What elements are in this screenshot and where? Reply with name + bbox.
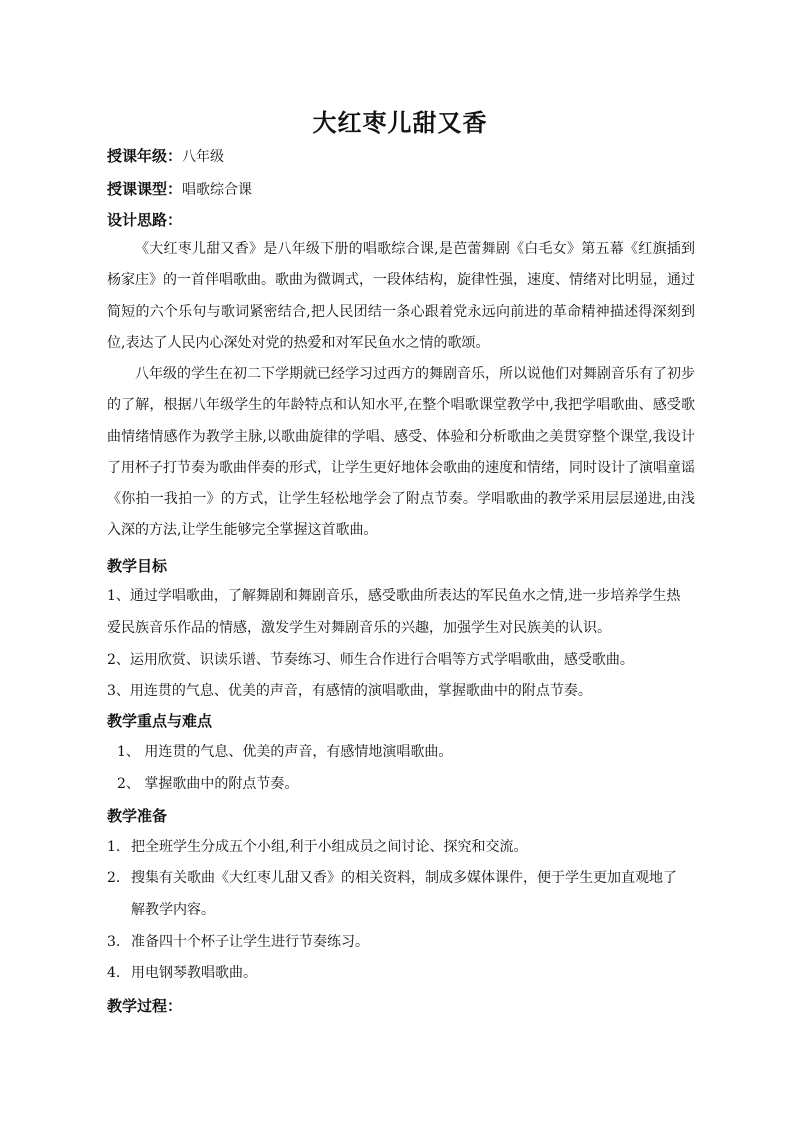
goal-1-line-2: 爱民族音乐作品的情感，激发学生对舞剧音乐的兴趣，加强学生对民族美的认识。 xyxy=(107,620,611,636)
prep-item-number: 4. xyxy=(107,965,121,981)
grade-row xyxy=(107,146,224,167)
prep-item-continuation: 解教学内容。 xyxy=(131,902,215,918)
goals-heading: 教学目标 xyxy=(107,557,168,575)
goal-1-line-1: 1、通过学唱歌曲，了解舞剧和舞剧音乐，感受歌曲所表达的军民鱼水之情,进一步培养学生热 xyxy=(107,588,681,604)
type-row xyxy=(107,179,252,200)
type-value: 唱歌综合课 xyxy=(182,182,253,198)
prep-item xyxy=(107,932,369,952)
prep-item-text: 把全班学生分成五个小组,利于小组成员之间讨论、探究和交流。 xyxy=(131,839,528,855)
key-points-heading: 教学重点与难点 xyxy=(107,712,213,730)
design-heading: 设计思路： xyxy=(107,211,183,229)
type-label: 授课课型： xyxy=(107,180,183,198)
goal-2: 2、运用欣赏、识读乐谱、节奏练习、师生合作进行合唱等方式学唱歌曲，感受歌曲。 xyxy=(107,652,634,668)
key-point-2: 2、 掌握歌曲中的附点节奏。 xyxy=(117,776,299,792)
prep-item xyxy=(107,963,257,983)
grade-label: 授课年级： xyxy=(107,147,183,165)
document-title: 大红枣儿甜又香 xyxy=(312,109,488,137)
key-point-1: 1、 用连贯的气息、优美的声音，有感情地演唱歌曲。 xyxy=(117,744,453,760)
prep-item-number: 3. xyxy=(107,934,121,950)
grade-value: 八年级 xyxy=(182,149,225,165)
prep-item-number: 2. xyxy=(107,870,121,886)
goal-3: 3、用连贯的气息、优美的声音，有感情的演唱歌曲，掌握歌曲中的附点节奏。 xyxy=(107,683,592,699)
prep-item xyxy=(107,837,527,857)
prep-heading: 教学准备 xyxy=(107,807,168,825)
prep-item-number: 1. xyxy=(107,839,121,855)
prep-item-text: 搜集有关歌曲《大红枣儿甜又香》的相关资料，制成多媒体课件，便于学生更加直观地了 xyxy=(131,870,677,886)
design-paragraph-1: 《大红枣儿甜又香》是八年级下册的唱歌综合课,是芭蕾舞剧《白毛女》第五幕《红旗插到杨家庄》的一首伴唱歌曲。歌曲为微调式，一段体结构，旋律性强，速度、情绪对比明显，通过简短的六个乐句与歌词紧密结合,把人民团结一条心跟着党永远向前进的革命精神描述得深刻到位,表达了人民内心深处对党的热爱和对军民鱼水之情的歌颂。 xyxy=(107,241,695,351)
prep-item-text: 用电钢琴教唱歌曲。 xyxy=(131,965,257,981)
prep-item-text: 准备四十个杯子让学生进行节奏练习。 xyxy=(131,934,369,950)
design-paragraph-2: 八年级的学生在初二下学期就已经学习过西方的舞剧音乐，所以说他们对舞剧音乐有了初步的了解，根据八年级学生的年龄特点和认知水平,在整个唱歌课堂教学中,我把学唱歌曲、感受歌曲情绪情感作为教学主脉,以歌曲旋律的学唱、感受、体验和分析歌曲之美贯穿整个课堂,我设计了用杯子打节奏为歌曲伴奏的形式，让学生更好地体会歌曲的速度和情绪，同时设计了演唱童谣《你拍一我拍一》的方式，让学生轻松地学会了附点节奏。学唱歌曲的教学采用层层递进,由浅入深的方法,让学生能够完全掌握这首歌曲。 xyxy=(107,366,695,539)
prep-item xyxy=(107,868,677,888)
process-heading: 教学过程： xyxy=(107,997,183,1015)
